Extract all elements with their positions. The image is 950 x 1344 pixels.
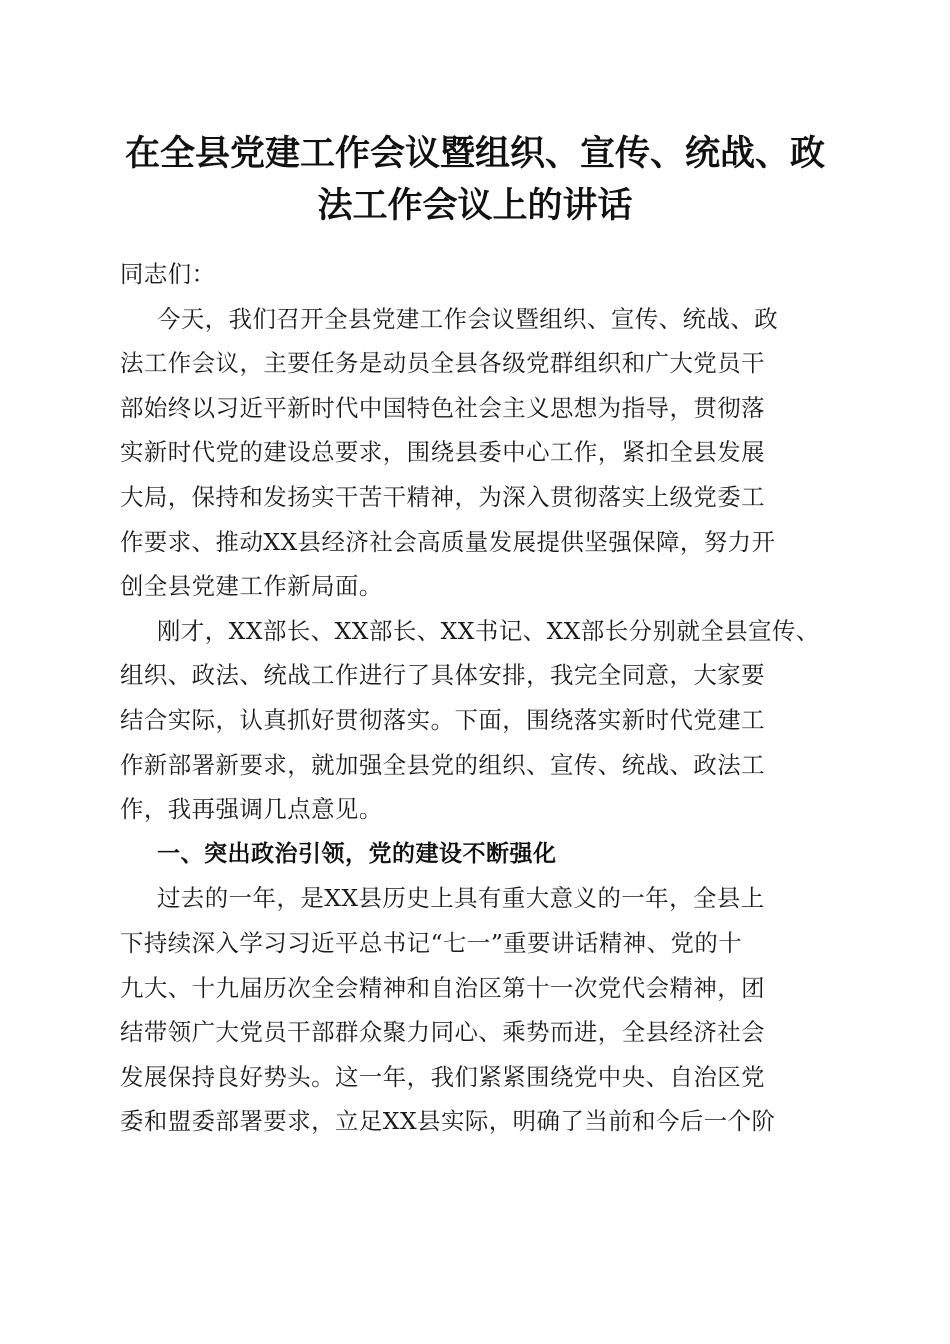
paragraph-line: 部始终以习近平新时代中国特色社会主义思想为指导，贯彻落 [120,393,766,422]
paragraph-review [120,876,830,1144]
paragraph-line: 结合实际，认真抓好贯彻落实。下面，围绕落实新时代党建工 [120,705,766,734]
paragraph-line: 作要求、推动XX县经济社会高质量发展提供坚强保障，努力开 [120,527,776,556]
paragraph-line: 九大、十九届历次全会精神和自治区第十一次党代会精神，团 [120,973,766,1002]
paragraph-line: 作，我再强调几点意见。 [120,795,383,824]
paragraph-line: 委和盟委部署要求，立足XX县实际，明确了当前和今后一个阶 [120,1107,776,1136]
paragraph-line: 过去的一年，是XX县历史上具有重大意义的一年，全县上 [157,884,765,913]
paragraph-line: 法工作会议，主要任务是动员全县各级党群组织和广大党员干 [120,349,766,378]
paragraph-opening [120,297,830,609]
paragraph-arrangement [120,609,830,832]
paragraph-line: 大局，保持和发扬实干苦干精神，为深入贯彻落实上级党委工 [120,482,766,511]
document-title [100,128,850,232]
salutation: 同志们： [120,260,216,288]
paragraph-line: 创全县党建工作新局面。 [120,572,383,601]
paragraph-line: 作新部署新要求，就加强全县党的组织、宣传、统战、政法工 [120,750,766,779]
paragraph-line: 发展保持良好势头。这一年，我们紧紧围绕党中央、自治区党 [120,1062,766,1091]
paragraph-line: 今天，我们召开全县党建工作会议暨组织、宣传、统战、政 [157,304,779,333]
paragraph-line: 结带领广大党员干部群众聚力同心、乘势而进，全县经济社会 [120,1018,766,1047]
title-line-1: 在全县党建工作会议暨组织、宣传、统战、政 [124,133,825,174]
title-line-2: 法工作会议上的讲话 [317,185,633,226]
document-body [120,252,830,1144]
paragraph-line: 实新时代党的建设总要求，围绕县委中心工作，紧扣全县发展 [120,438,766,467]
section-heading: 一、突出政治引领，党的建设不断强化 [157,840,557,867]
paragraph-line: 下持续深入学习习近平总书记“七一”重要讲话精神、党的十 [120,928,743,957]
paragraph-line: 组织、政法、统战工作进行了具体安排，我完全同意，大家要 [120,661,766,690]
paragraph-line: 刚才，XX部长、XX部长、XX书记、XX部长分别就全县宣传、 [157,616,820,645]
